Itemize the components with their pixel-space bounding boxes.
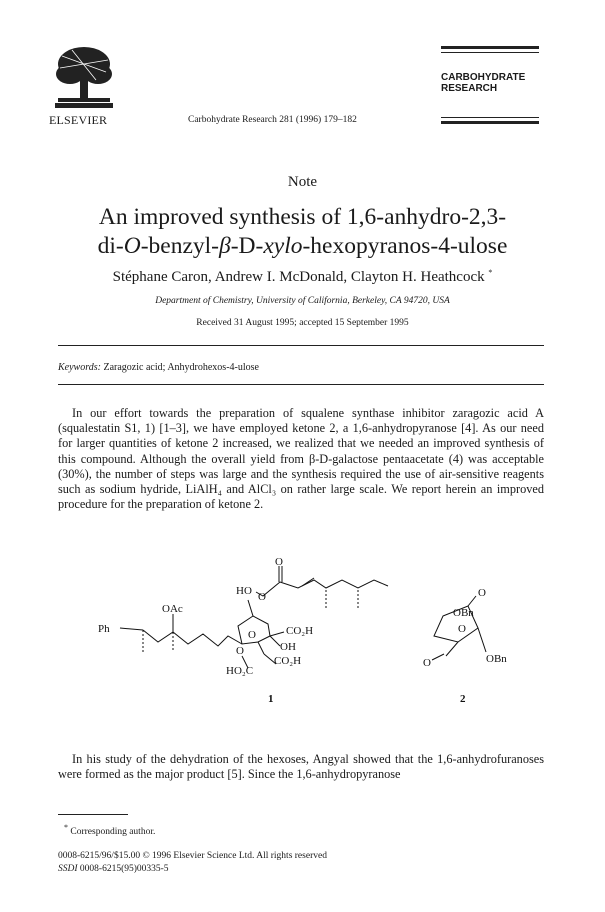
masthead-rule-top bbox=[441, 46, 539, 49]
label-co2h-2: CO₂H bbox=[274, 655, 302, 667]
compound-label-2: 2 bbox=[460, 693, 466, 705]
label-co2h-1: CO₂H bbox=[286, 625, 314, 637]
keywords-value: Zaragozic acid; Anhydrohexos-4-ulose bbox=[103, 362, 259, 373]
label-ph: Ph bbox=[98, 623, 110, 635]
keywords-label: Keywords: bbox=[58, 362, 101, 373]
label-oac: OAc bbox=[162, 603, 183, 615]
publisher-name: ELSEVIER bbox=[49, 113, 108, 127]
article-title bbox=[40, 203, 565, 261]
label-obn-1: OBn bbox=[453, 607, 474, 619]
label-o-carbonyl: O bbox=[275, 556, 283, 568]
masthead-rule-bottom bbox=[441, 117, 539, 118]
affiliation: Department of Chemistry, University of California, Berkeley, CA 94720, USA bbox=[155, 296, 450, 306]
label-o-ester: O bbox=[258, 591, 266, 603]
masthead-rule-top-thin bbox=[441, 52, 539, 53]
label-ho: HO bbox=[236, 585, 252, 597]
label-o-top-2: O bbox=[478, 587, 486, 599]
author-list: Stéphane Caron, Andrew I. McDonald, Clayton H. Heathcock * bbox=[112, 268, 493, 285]
masthead-line1: CARBOHYDRATE bbox=[441, 72, 526, 83]
label-ho2c: HO₂C bbox=[226, 665, 254, 677]
issn-line: 0008-6215/96/$15.00 © 1996 Elsevier Science Ltd. All rights reserved bbox=[58, 851, 327, 861]
title-line-2: di-O-benzyl-β-D-xylo-hexopyranos-4-ulose bbox=[97, 233, 508, 259]
label-o-ring-1: O bbox=[248, 629, 256, 641]
label-oh: OH bbox=[280, 641, 296, 653]
keywords-rule-top bbox=[58, 345, 544, 346]
label-o-ketone: O bbox=[423, 657, 431, 669]
chemical-structures-figure bbox=[58, 556, 548, 741]
label-obn-2: OBn bbox=[486, 653, 507, 665]
issn-block bbox=[58, 850, 327, 876]
body-paragraph-2: In his study of the dehydration of the hexoses, Angyal showed that the 1,6-anhydrofuranoses were formed as the major product [5]. Since the 1,6-anhydropyranose bbox=[58, 752, 544, 782]
label-o-bridge: O bbox=[458, 623, 466, 635]
elsevier-tree-logo bbox=[52, 44, 116, 110]
journal-citation: Carbohydrate Research 281 (1996) 179–182 bbox=[188, 115, 357, 125]
received-dates: Received 31 August 1995; accepted 15 September 1995 bbox=[196, 318, 409, 328]
label-o-ring-2: O bbox=[236, 645, 244, 657]
ssdi-line: SSDI 0008-6215(95)00335-5 bbox=[58, 864, 169, 874]
body-paragraph-1: In our effort towards the preparation of squalene synthase inhibitor zaragozic acid A (squalestatin S1, 1) [1–3], we have employed ketone 2, a 1,6-anhydropyranose [4]. As our need for larger quantities of ketone 2 increased, we realized that we needed an improved synthesis of this compound. Although the overall yield from β-D-galactose pentaacetate (4) was acceptable (30%), the number of steps was large and the synthesis required the use of air-sensitive reagents such as sodium hydride, LiAlH₄ and AlCl₃ on rather large scale. We report herein an improved procedure for the preparation of ketone 2. bbox=[58, 406, 544, 512]
corresponding-mark: * bbox=[488, 268, 493, 277]
corresponding-footnote: * Corresponding author. bbox=[64, 823, 156, 838]
keywords bbox=[58, 362, 259, 373]
masthead-rule-bottom-thick bbox=[441, 121, 539, 124]
journal-masthead bbox=[441, 72, 541, 94]
compound-label-1: 1 bbox=[268, 693, 274, 705]
masthead-line2: RESEARCH bbox=[441, 83, 498, 94]
section-label: Note bbox=[287, 174, 318, 190]
footnote-rule bbox=[58, 814, 128, 815]
title-line-1: An improved synthesis of 1,6-anhydro-2,3- bbox=[98, 204, 507, 230]
keywords-rule-bottom bbox=[58, 384, 544, 385]
